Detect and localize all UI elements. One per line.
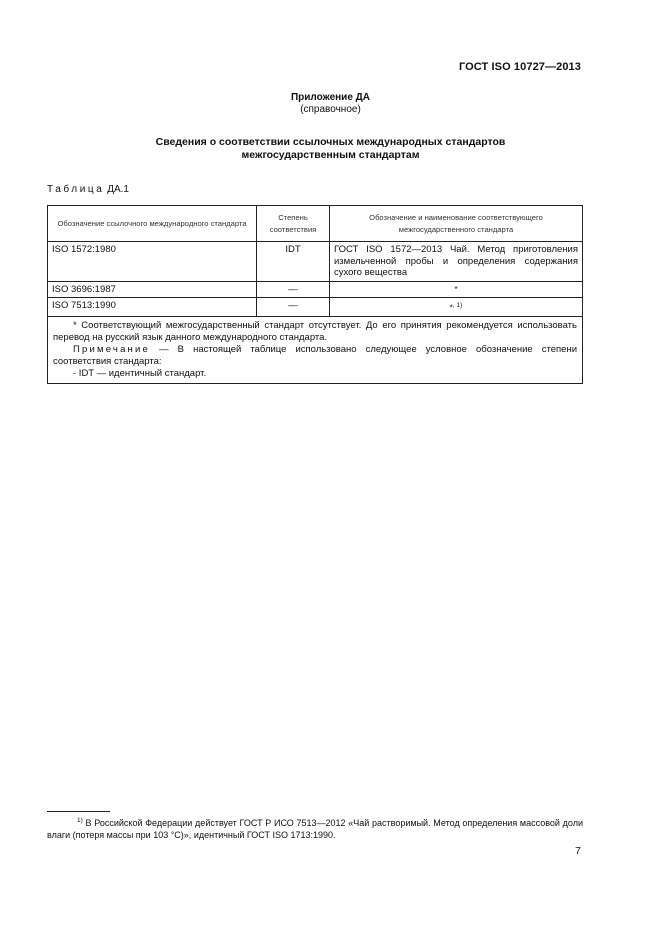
table-caption-number: ДА.1 [107, 184, 129, 195]
document-code: ГОСТ ISO 10727—2013 [458, 61, 581, 73]
annex-heading-line-1: Сведения о соответствии ссылочных международных стандартов [155, 136, 506, 148]
header-ref-standard: Обозначение ссылочного международного стандарта [48, 206, 257, 242]
note-item: - IDT — идентичный стандарт. [73, 368, 207, 380]
table-header-row [48, 206, 583, 242]
cell-ref: ISO 3696:1987 [48, 281, 257, 298]
cell-standard [330, 298, 583, 317]
header-degree: Степень соответствия [257, 206, 330, 242]
cell-ref: ISO 1572:1980 [48, 242, 257, 282]
correspondence-table [47, 205, 583, 384]
table-row [48, 281, 583, 298]
table-notes-row [48, 317, 583, 384]
cell-standard: * [330, 281, 583, 298]
cell-degree: — [257, 298, 330, 317]
table-caption [47, 184, 129, 195]
footnote-divider [47, 811, 110, 812]
note-label: Примечание [73, 344, 150, 356]
cell-ref: ISO 7513:1990 [48, 298, 257, 317]
footnote-text: В Российской Федерации действует ГОСТ Р ИСО 7513—2012 «Чай растворимый. Метод определения массовой доли влаги (потеря массы при 103 °С)», идентичный ГОСТ ISO 1713:1990. [47, 818, 583, 840]
footnote-mark: 1) [77, 817, 83, 824]
note-star: * Соответствующий межгосударственный стандарт отсутствует. До его принятия рекомендуется использовать перевод на русский язык данного международного стандарта. [53, 320, 577, 344]
annex-heading-line-2: межгосударственным стандартам [241, 149, 420, 161]
annex-title: Приложение ДА [290, 92, 371, 103]
cell-standard: ГОСТ ISO 1572—2013 Чай. Метод приготовления измельченной пробы и определения содержания сухого вещества [330, 242, 583, 282]
note-paragraph [53, 344, 577, 368]
footnote-ref-mark: , 1) [452, 302, 463, 309]
cell-degree: IDT [257, 242, 330, 282]
cell-standard-mark: * [449, 303, 453, 313]
table-notes [48, 317, 583, 384]
header-interstate-standard: Обозначение и наименование соответствующего межгосударственного стандарта [330, 206, 583, 242]
page-number: 7 [575, 845, 581, 857]
table-caption-word: Таблица [47, 184, 105, 195]
table-row [48, 242, 583, 282]
annex-subtitle: (справочное) [300, 104, 361, 115]
annex-heading [0, 136, 661, 162]
cell-degree: — [257, 281, 330, 298]
table-row [48, 298, 583, 317]
footnote [47, 815, 583, 841]
note-text: — В настоящей таблице использовано следующее условное обозначение степени соответствия стандарта: [53, 344, 577, 368]
